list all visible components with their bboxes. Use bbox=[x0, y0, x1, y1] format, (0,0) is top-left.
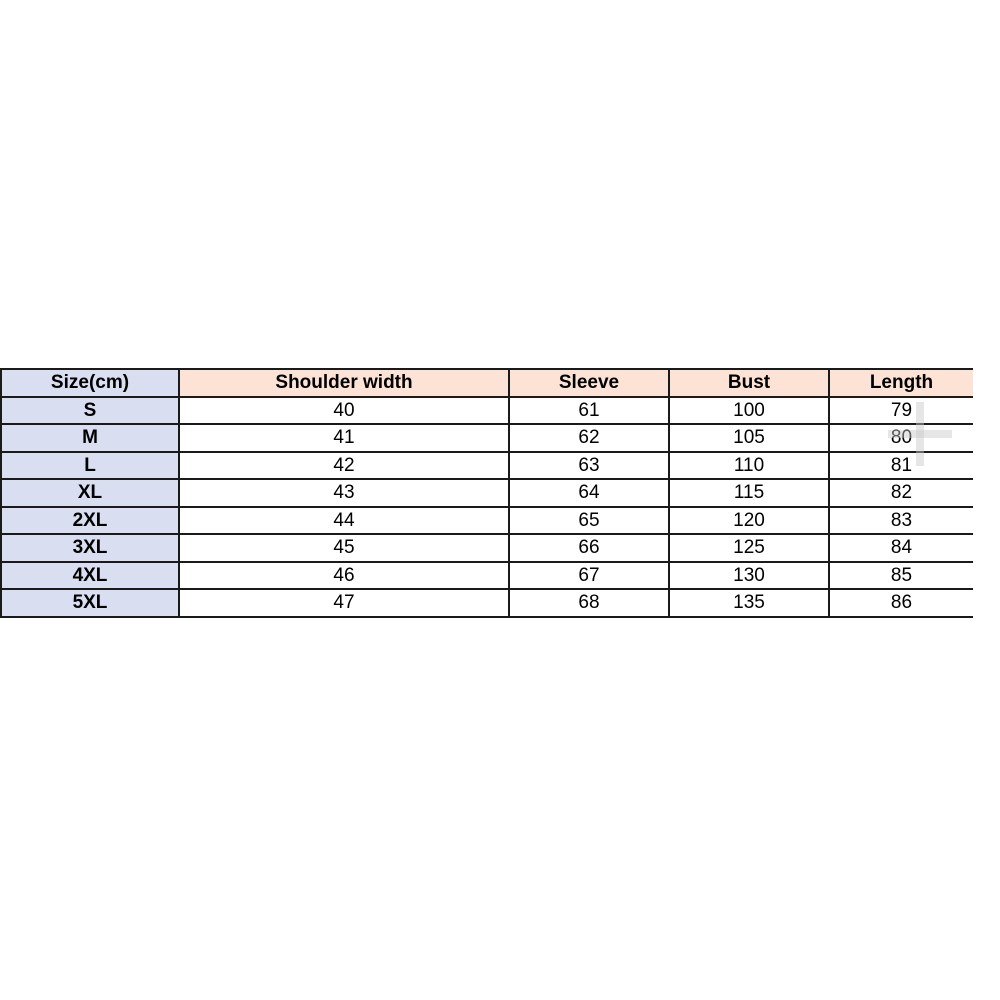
header-row bbox=[1, 369, 973, 397]
table-row bbox=[1, 452, 973, 480]
length-value: 82 bbox=[829, 479, 973, 507]
bust-value: 120 bbox=[669, 507, 829, 535]
length-value: 83 bbox=[829, 507, 973, 535]
sleeve-value: 63 bbox=[509, 452, 669, 480]
table-row bbox=[1, 424, 973, 452]
header-shoulder-width: Shoulder width bbox=[179, 369, 509, 397]
length-value: 85 bbox=[829, 562, 973, 590]
bust-value: 130 bbox=[669, 562, 829, 590]
size-label: 2XL bbox=[1, 507, 179, 535]
sleeve-value: 66 bbox=[509, 534, 669, 562]
table-row bbox=[1, 534, 973, 562]
header-length: Length bbox=[829, 369, 973, 397]
header-size: Size(cm) bbox=[1, 369, 179, 397]
table-row bbox=[1, 507, 973, 535]
sleeve-value: 68 bbox=[509, 589, 669, 617]
size-label: 5XL bbox=[1, 589, 179, 617]
shoulder-width-value: 41 bbox=[179, 424, 509, 452]
length-value: 79 bbox=[829, 397, 973, 425]
bust-value: 115 bbox=[669, 479, 829, 507]
shoulder-width-value: 44 bbox=[179, 507, 509, 535]
header-sleeve: Sleeve bbox=[509, 369, 669, 397]
size-label: S bbox=[1, 397, 179, 425]
length-value: 84 bbox=[829, 534, 973, 562]
size-label: 4XL bbox=[1, 562, 179, 590]
sleeve-value: 64 bbox=[509, 479, 669, 507]
size-label: XL bbox=[1, 479, 179, 507]
header-bust: Bust bbox=[669, 369, 829, 397]
shoulder-width-value: 42 bbox=[179, 452, 509, 480]
table-row bbox=[1, 589, 973, 617]
size-label: 3XL bbox=[1, 534, 179, 562]
sleeve-value: 67 bbox=[509, 562, 669, 590]
bust-value: 110 bbox=[669, 452, 829, 480]
shoulder-width-value: 40 bbox=[179, 397, 509, 425]
sleeve-value: 61 bbox=[509, 397, 669, 425]
length-value: 80 bbox=[829, 424, 973, 452]
shoulder-width-value: 47 bbox=[179, 589, 509, 617]
shoulder-width-value: 43 bbox=[179, 479, 509, 507]
size-label: L bbox=[1, 452, 179, 480]
size-label: M bbox=[1, 424, 179, 452]
length-value: 86 bbox=[829, 589, 973, 617]
bust-value: 135 bbox=[669, 589, 829, 617]
bust-value: 105 bbox=[669, 424, 829, 452]
sleeve-value: 65 bbox=[509, 507, 669, 535]
shoulder-width-value: 45 bbox=[179, 534, 509, 562]
table-row bbox=[1, 479, 973, 507]
bust-value: 125 bbox=[669, 534, 829, 562]
table-row bbox=[1, 397, 973, 425]
table-row bbox=[1, 562, 973, 590]
shoulder-width-value: 46 bbox=[179, 562, 509, 590]
size-chart-table bbox=[0, 368, 973, 618]
sleeve-value: 62 bbox=[509, 424, 669, 452]
bust-value: 100 bbox=[669, 397, 829, 425]
length-value: 81 bbox=[829, 452, 973, 480]
